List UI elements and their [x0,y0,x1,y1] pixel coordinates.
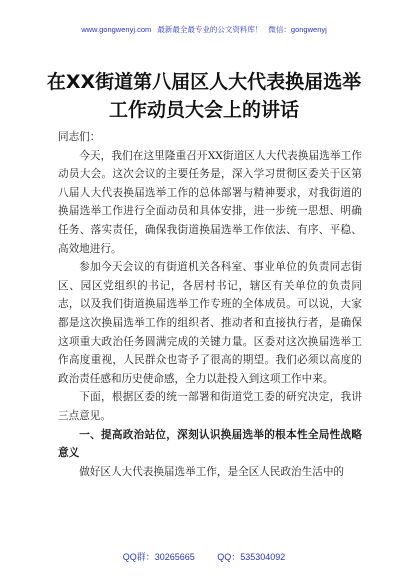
header-slogan: 最新最全最专业的公文资料库！ [157,25,263,34]
footer-qq-group: QQ群：30265665 [122,552,195,562]
document-body [58,128,362,481]
header-wechat: 微信：gongwenyj [268,25,327,34]
header-banner [0,24,408,35]
page-title: 在XX街道第八届区人大代表换届选举工作动员大会上的讲话 [46,71,362,121]
footer-qq: QQ：535304092 [217,552,286,562]
footer-banner [0,550,408,563]
paragraph-2: 参加今天会议的有街道机关各科室、事业单位的负责同志街区、园区党组织的书记，各居村书记，辖区有关单位的负责同志，以及我们街道换届选举工作专班的全体成员。可以说，大家都是这次换届选举工作的组织者、推动者和直接执行者，是确保这项重大政治任务圆满完成的关键力量。区委对这次换届选举工作高度重视，人民群众也寄予了很高的期望。我们必须以高度的政治责任感和历史使命感，全力以赴投入到这项工作中来。 [58,261,362,385]
paragraph-3: 下面，根据区委的统一部署和街道党工委的研究决定，我讲三点意见。 [58,391,362,422]
salutation: 同志们： [58,131,101,143]
site-link[interactable]: www.gongwenyj.com [81,25,152,34]
section-heading-1: 一、提高政治站位，深刻认识换届选举的根本性全局性战略意义 [58,428,362,460]
paragraph-4: 做好区人大代表换届选举工作，是全区人民政治生活中的 [79,465,345,478]
paragraph-1: 今天，我们在这里隆重召开XX街道区人大代表换届选举工作动员大会。这次会议的主要任务是，深入学习贯彻区委关于区第八届人大代表换届选举工作的总体部署与精神要求，对我街道的换届选举工作进行全面动员和具体安排，进一步统一思想、明确任务、落实责任，确保我街道换届选举工作依法、有序、平稳、高效地进行。 [58,149,362,255]
